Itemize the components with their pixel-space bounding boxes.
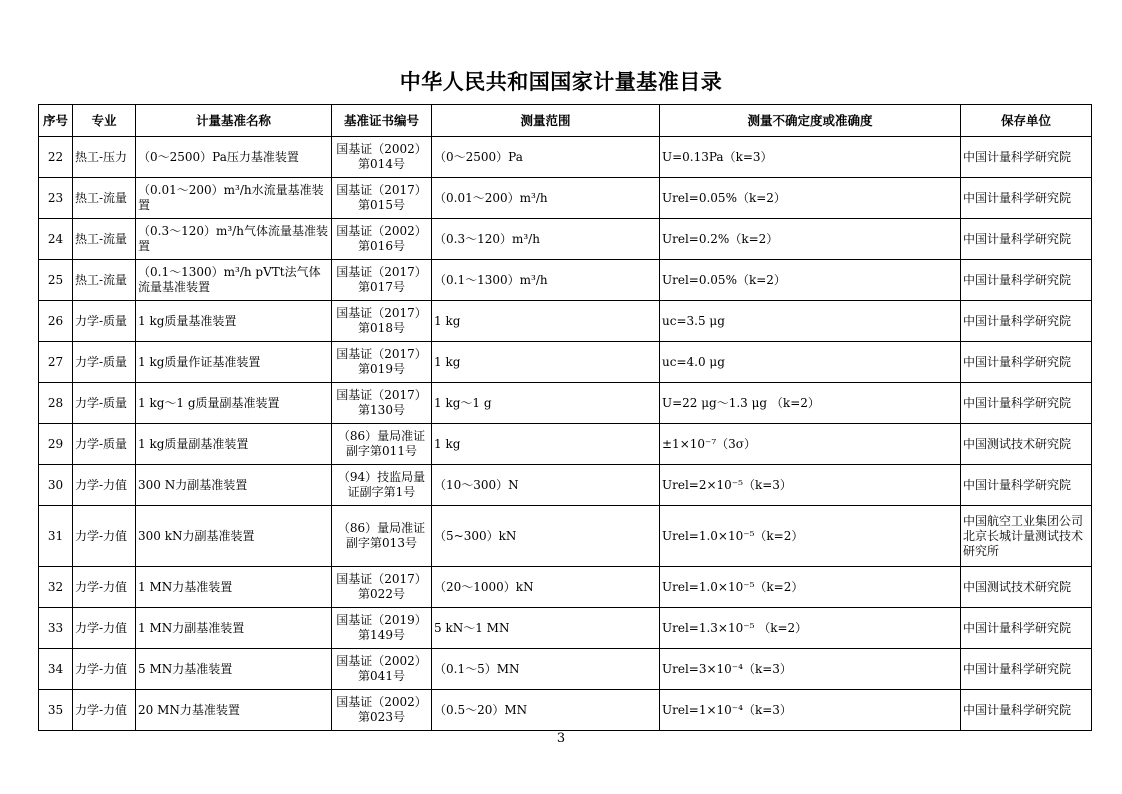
page-number: 3 [556, 731, 566, 746]
cell-uncertainty: Urel=0.05%（k=2） [660, 178, 961, 219]
table-row [39, 260, 1092, 301]
cell-major: 力学-力值 [73, 649, 136, 690]
cell-standard-name: （0.3～120）m³/h气体流量基准装置 [136, 219, 332, 260]
cell-measurement-range: 1 kg [432, 342, 660, 383]
cell-standard-name: （0.01～200）m³/h水流量基准装置 [136, 178, 332, 219]
cell-uncertainty: Urel=1×10⁻⁴（k=3） [660, 690, 961, 731]
cell-standard-name: 20 MN力基准装置 [136, 690, 332, 731]
cell-custodian: 中国计量科学研究院 [961, 137, 1092, 178]
cell-custodian: 中国计量科学研究院 [961, 219, 1092, 260]
cell-major: 热工-流量 [73, 260, 136, 301]
cell-custodian: 中国计量科学研究院 [961, 260, 1092, 301]
cell-major: 热工-流量 [73, 219, 136, 260]
cell-standard-name: 300 N力副基准装置 [136, 465, 332, 506]
page-title: 中华人民共和国国家计量基准目录 [399, 70, 723, 94]
cell-serial: 22 [39, 137, 73, 178]
cell-measurement-range: （20～1000）kN [432, 567, 660, 608]
table-row [39, 219, 1092, 260]
cell-serial: 27 [39, 342, 73, 383]
cell-certificate-no: 国基证（2017）第130号 [332, 383, 432, 424]
cell-serial: 23 [39, 178, 73, 219]
cell-custodian: 中国计量科学研究院 [961, 690, 1092, 731]
cell-standard-name: （0～2500）Pa压力基准装置 [136, 137, 332, 178]
cell-uncertainty: Urel=0.2%（k=2） [660, 219, 961, 260]
cell-uncertainty: U=22 μg～1.3 μg （k=2） [660, 383, 961, 424]
cell-serial: 29 [39, 424, 73, 465]
cell-standard-name: 1 kg～1 g质量副基准装置 [136, 383, 332, 424]
cell-certificate-no: 国基证（2017）第017号 [332, 260, 432, 301]
table-row [39, 690, 1092, 731]
table-row [39, 137, 1092, 178]
cell-measurement-range: （0～2500）Pa [432, 137, 660, 178]
cell-measurement-range: 1 kg [432, 424, 660, 465]
column-header-custodian: 保存单位 [961, 105, 1092, 137]
cell-serial: 25 [39, 260, 73, 301]
cell-uncertainty: ±1×10⁻⁷（3σ） [660, 424, 961, 465]
cell-standard-name: 1 kg质量基准装置 [136, 301, 332, 342]
column-header-measurement-range: 测量范围 [432, 105, 660, 137]
cell-measurement-range: （5~300）kN [432, 506, 660, 567]
table-row [39, 506, 1092, 567]
cell-standard-name: 300 kN力副基准装置 [136, 506, 332, 567]
cell-certificate-no: 国基证（2002）第041号 [332, 649, 432, 690]
cell-uncertainty: Urel=0.05%（k=2） [660, 260, 961, 301]
cell-custodian: 中国计量科学研究院 [961, 465, 1092, 506]
table-row [39, 567, 1092, 608]
cell-major: 力学-质量 [73, 424, 136, 465]
cell-custodian: 中国计量科学研究院 [961, 383, 1092, 424]
cell-major: 力学-质量 [73, 301, 136, 342]
cell-uncertainty: Urel=1.3×10⁻⁵ （k=2） [660, 608, 961, 649]
cell-custodian: 中国计量科学研究院 [961, 301, 1092, 342]
cell-certificate-no: 国基证（2002）第014号 [332, 137, 432, 178]
cell-serial: 35 [39, 690, 73, 731]
cell-custodian: 中国测试技术研究院 [961, 567, 1092, 608]
column-header-standard-name: 计量基准名称 [136, 105, 332, 137]
cell-serial: 34 [39, 649, 73, 690]
cell-uncertainty: Urel=1.0×10⁻⁵（k=2） [660, 506, 961, 567]
cell-standard-name: 1 kg质量作证基准装置 [136, 342, 332, 383]
column-header-certificate-no: 基准证书编号 [332, 105, 432, 137]
standards-catalog-table [38, 104, 1092, 731]
cell-uncertainty: uc=4.0 μg [660, 342, 961, 383]
table-row [39, 178, 1092, 219]
cell-certificate-no: 国基证（2019）第149号 [332, 608, 432, 649]
cell-serial: 30 [39, 465, 73, 506]
cell-custodian: 中国测试技术研究院 [961, 424, 1092, 465]
cell-major: 力学-力值 [73, 690, 136, 731]
cell-major: 热工-流量 [73, 178, 136, 219]
cell-measurement-range: （0.1～5）MN [432, 649, 660, 690]
cell-standard-name: 1 MN力副基准装置 [136, 608, 332, 649]
cell-measurement-range: （0.1～1300）m³/h [432, 260, 660, 301]
cell-measurement-range: （0.01～200）m³/h [432, 178, 660, 219]
table-row [39, 301, 1092, 342]
column-header-serial: 序号 [39, 105, 73, 137]
cell-serial: 28 [39, 383, 73, 424]
cell-uncertainty: Urel=1.0×10⁻⁵（k=2） [660, 567, 961, 608]
cell-certificate-no: 国基证（2017）第015号 [332, 178, 432, 219]
cell-custodian: 中国计量科学研究院 [961, 649, 1092, 690]
cell-certificate-no: （94）技监局量证副字第1号 [332, 465, 432, 506]
cell-measurement-range: 5 kN～1 MN [432, 608, 660, 649]
table-row [39, 383, 1092, 424]
cell-uncertainty: Urel=3×10⁻⁴（k=3） [660, 649, 961, 690]
cell-uncertainty: uc=3.5 μg [660, 301, 961, 342]
table-row [39, 649, 1092, 690]
cell-major: 力学-力值 [73, 506, 136, 567]
cell-certificate-no: 国基证（2002）第016号 [332, 219, 432, 260]
cell-uncertainty: Urel=2×10⁻⁵（k=3） [660, 465, 961, 506]
cell-major: 力学-力值 [73, 567, 136, 608]
table-body [39, 137, 1092, 731]
cell-standard-name: 1 MN力基准装置 [136, 567, 332, 608]
table-row [39, 465, 1092, 506]
cell-serial: 26 [39, 301, 73, 342]
cell-measurement-range: 1 kg～1 g [432, 383, 660, 424]
cell-certificate-no: （86）量局准证副字第013号 [332, 506, 432, 567]
cell-certificate-no: 国基证（2017）第019号 [332, 342, 432, 383]
column-header-uncertainty: 测量不确定度或准确度 [660, 105, 961, 137]
cell-standard-name: （0.1～1300）m³/h pVTt法气体流量基准装置 [136, 260, 332, 301]
cell-measurement-range: （10～300）N [432, 465, 660, 506]
cell-serial: 24 [39, 219, 73, 260]
cell-custodian: 中国航空工业集团公司北京长城计量测试技术研究所 [961, 506, 1092, 567]
cell-certificate-no: 国基证（2017）第022号 [332, 567, 432, 608]
cell-certificate-no: 国基证（2017）第018号 [332, 301, 432, 342]
cell-measurement-range: （0.5～20）MN [432, 690, 660, 731]
cell-certificate-no: （86）量局准证副字第011号 [332, 424, 432, 465]
cell-major: 力学-力值 [73, 608, 136, 649]
cell-uncertainty: U=0.13Pa（k=3） [660, 137, 961, 178]
cell-major: 力学-力值 [73, 465, 136, 506]
cell-major: 力学-质量 [73, 342, 136, 383]
cell-certificate-no: 国基证（2002）第023号 [332, 690, 432, 731]
cell-custodian: 中国计量科学研究院 [961, 608, 1092, 649]
table-row [39, 424, 1092, 465]
cell-standard-name: 5 MN力基准装置 [136, 649, 332, 690]
cell-major: 力学-质量 [73, 383, 136, 424]
cell-serial: 32 [39, 567, 73, 608]
cell-serial: 31 [39, 506, 73, 567]
cell-serial: 33 [39, 608, 73, 649]
cell-measurement-range: 1 kg [432, 301, 660, 342]
table-row [39, 608, 1092, 649]
table-row [39, 342, 1092, 383]
cell-standard-name: 1 kg质量副基准装置 [136, 424, 332, 465]
column-header-major: 专业 [73, 105, 136, 137]
cell-measurement-range: （0.3～120）m³/h [432, 219, 660, 260]
cell-custodian: 中国计量科学研究院 [961, 178, 1092, 219]
cell-custodian: 中国计量科学研究院 [961, 342, 1092, 383]
table-header-row [39, 105, 1092, 137]
cell-major: 热工-压力 [73, 137, 136, 178]
